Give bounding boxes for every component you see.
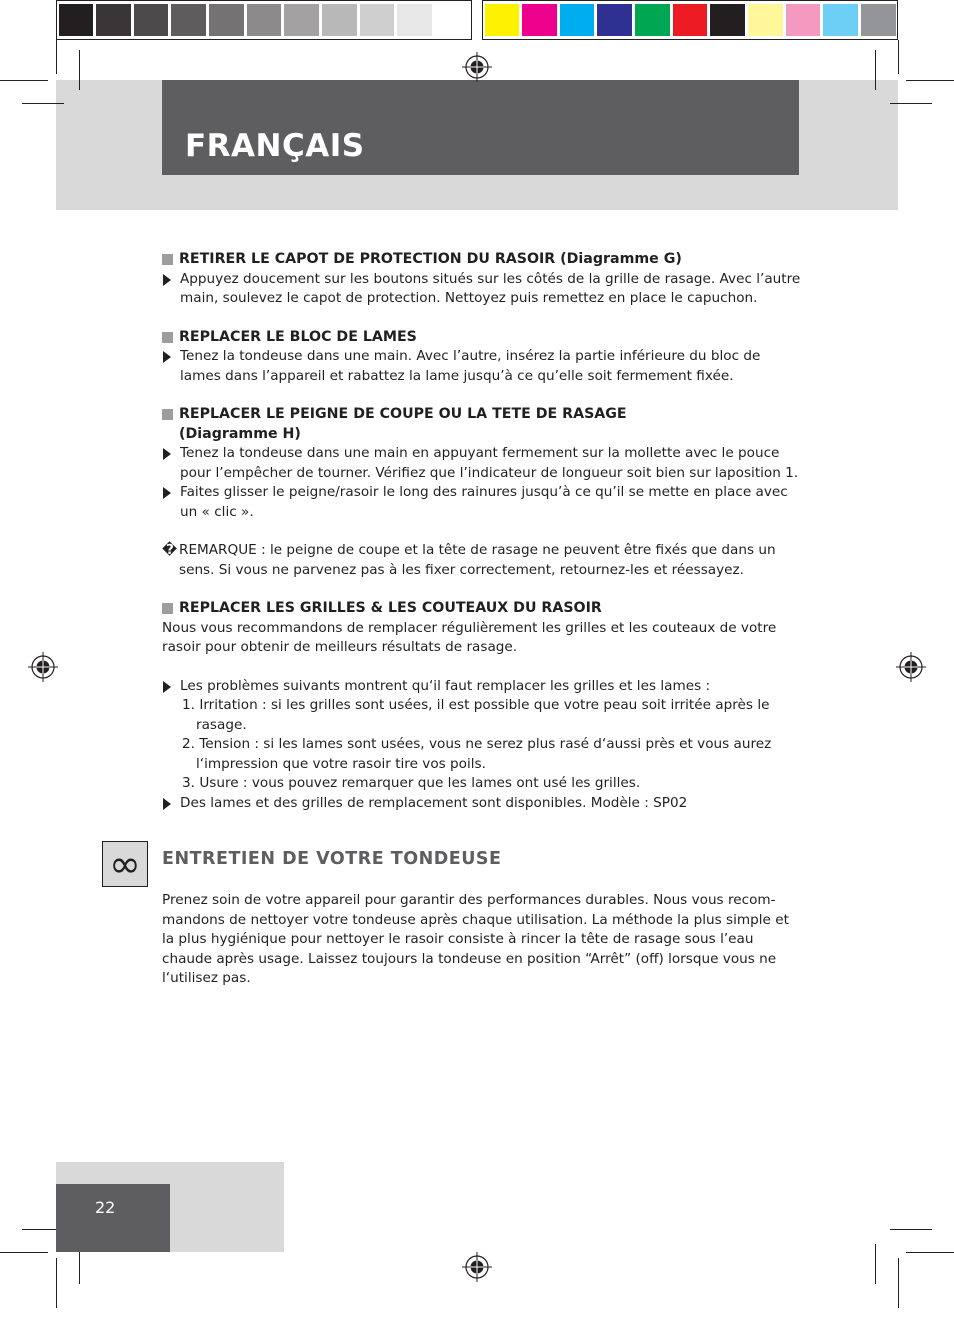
crop-mark [898, 40, 899, 74]
section-heading [162, 405, 802, 444]
note-mark: � [162, 542, 178, 558]
registration-mark-icon [28, 652, 58, 682]
list-item-text: Appuyez doucement sur les boutons situés sur les côtés de la grille de rasage. Avec l’autre main, soulevez le capot de protection. Nettoyez puis remettez en place le capuchon. [180, 270, 801, 306]
note-text: REMARQUE : le peigne de coupe et la tête de rasage ne peuvent être fixés que dans un sens. Si vous ne parvenez pas à les fixer correctement, retournez-les et réessayez. [179, 542, 776, 578]
registration-mark-icon [462, 1252, 492, 1282]
color-swatch [485, 4, 520, 36]
header-title-box [162, 80, 799, 175]
section-title [179, 405, 627, 444]
crop-mark [898, 1258, 899, 1308]
section-title-line: (Diagramme H) [179, 425, 301, 442]
page-number: 22 [95, 1198, 116, 1217]
list-item [162, 794, 802, 814]
item-text: Irritation : si les grilles sont usées, il est possible que votre peau soit irritée après le [199, 697, 770, 713]
crop-mark [890, 103, 932, 104]
paragraph: Prenez soin de votre appareil pour garantir des performances durables. Nous vous recommandons de nettoyer votre tondeuse après chaque utilisation. La méthode la plus simple et la plus hygiénique pour nettoyer le rasoir consiste à rincer la tête de rasage sous l’eau chaude après usage. Laissez toujours la tondeuse en position “Arrêt” (off) lorsque vous ne l‘utilisez pas. [162, 892, 789, 986]
registration-mark-icon [462, 52, 492, 82]
numbered-item [182, 735, 802, 774]
crop-mark [875, 1244, 876, 1284]
square-bullet-icon [162, 603, 173, 614]
numbered-list [162, 696, 802, 794]
color-swatch [134, 4, 169, 36]
section-heading [162, 328, 802, 348]
color-swatch [209, 4, 244, 36]
crop-mark [890, 1229, 932, 1230]
main-content [162, 250, 802, 813]
crop-mark [0, 80, 48, 81]
square-bullet-icon [162, 254, 173, 265]
page-title: FRANÇAIS [185, 128, 365, 164]
numbered-item [182, 774, 802, 794]
crop-mark [56, 40, 57, 74]
infinity-icon: ∞ [102, 841, 148, 887]
square-bullet-icon [162, 332, 173, 343]
item-number: 1. [182, 697, 195, 713]
color-swatch [786, 4, 821, 36]
list-item [162, 270, 802, 309]
list-item [162, 677, 802, 697]
triangle-bullet-icon [163, 798, 171, 810]
crop-mark [79, 50, 80, 90]
color-swatch [635, 4, 670, 36]
list-item-text: Tenez la tondeuse dans une main en appuyant fermement sur la mollette avec le pouce pour l’empêcher de tourner. Vérifiez que l’indicateur de longueur soit bien sur laposition 1. [180, 445, 799, 481]
color-swatch [322, 4, 357, 36]
color-swatch [284, 4, 319, 36]
numbered-item [182, 696, 802, 735]
registration-mark-icon [896, 652, 926, 682]
section-heading [162, 250, 802, 270]
color-swatch [597, 4, 632, 36]
section-heading [162, 599, 802, 619]
crop-mark [875, 50, 876, 90]
footer-page-box [56, 1184, 170, 1252]
section-title: REPLACER LES GRILLES & LES COUTEAUX DU RASOIR [179, 600, 602, 616]
list-item [162, 444, 802, 483]
item-number: 3. [182, 775, 195, 791]
section-title: REPLACER LE BLOC DE LAMES [179, 328, 417, 345]
item-text: Usure : vous pouvez remarquer que les lames ont usé les grilles. [199, 775, 641, 791]
color-swatch [861, 4, 896, 36]
triangle-bullet-icon [163, 487, 171, 499]
color-swatch [522, 4, 557, 36]
item-text-continued: rasage. [196, 716, 247, 733]
triangle-bullet-icon [163, 448, 171, 460]
color-swatch [435, 4, 470, 36]
list-item-text: Tenez la tondeuse dans une main. Avec l’autre, insérez la partie inférieure du bloc de lames dans l’appareil et rabattez la lame jusqu’à ce qu’elle soit fermement fixée. [180, 348, 761, 384]
list-item-text: Des lames et des grilles de remplacement sont disponibles. Modèle : SP02 [180, 794, 688, 811]
color-swatch [59, 4, 94, 36]
triangle-bullet-icon [163, 351, 171, 363]
list-item-text: Les problèmes suivants montrent qu‘il faut remplacer les grilles et les lames : [180, 677, 711, 694]
crop-mark [56, 1258, 57, 1308]
color-calibration-strip [482, 0, 898, 40]
section-title-line: REPLACER LE PEIGNE DE COUPE OU LA TETE DE RASAGE [179, 406, 627, 422]
list-item [162, 347, 802, 386]
color-swatch [748, 4, 783, 36]
item-number: 2. [182, 736, 195, 752]
crop-mark [0, 1252, 48, 1253]
crop-mark [906, 80, 954, 81]
section-title: ENTRETIEN DE VOTRE TONDEUSE [162, 849, 502, 869]
list-item-text: Faites glisser le peigne/rasoir le long des rainures jusqu’à ce qu’il se mette en place avec un « clic ». [180, 484, 788, 520]
color-swatch [96, 4, 131, 36]
color-swatch [560, 4, 595, 36]
item-text: Tension : si les lames sont usées, vous ne serez plus rasé d‘aussi près et vous aurez [199, 736, 772, 752]
color-swatch [823, 4, 858, 36]
triangle-bullet-icon [163, 681, 171, 693]
section-title: RETIRER LE CAPOT DE PROTECTION DU RASOIR (Diagramme G) [179, 251, 682, 267]
color-swatch [673, 4, 708, 36]
color-swatch [397, 4, 432, 36]
square-bullet-icon [162, 409, 173, 420]
item-text-continued: l‘impression que votre rasoir tire vos poils. [196, 755, 486, 772]
triangle-bullet-icon [163, 274, 171, 286]
paragraph: Nous vous recommandons de remplacer régulièrement les grilles et les couteaux de votre rasoir pour obtenir de meilleurs résultats de rasage. [162, 619, 777, 655]
note [162, 541, 802, 580]
list-item [162, 483, 802, 522]
color-swatch [247, 4, 282, 36]
color-swatch [360, 4, 395, 36]
color-swatch [171, 4, 206, 36]
crop-mark [906, 1252, 954, 1253]
crop-mark [22, 103, 64, 104]
grayscale-calibration-strip [56, 0, 472, 40]
color-swatch [710, 4, 745, 36]
